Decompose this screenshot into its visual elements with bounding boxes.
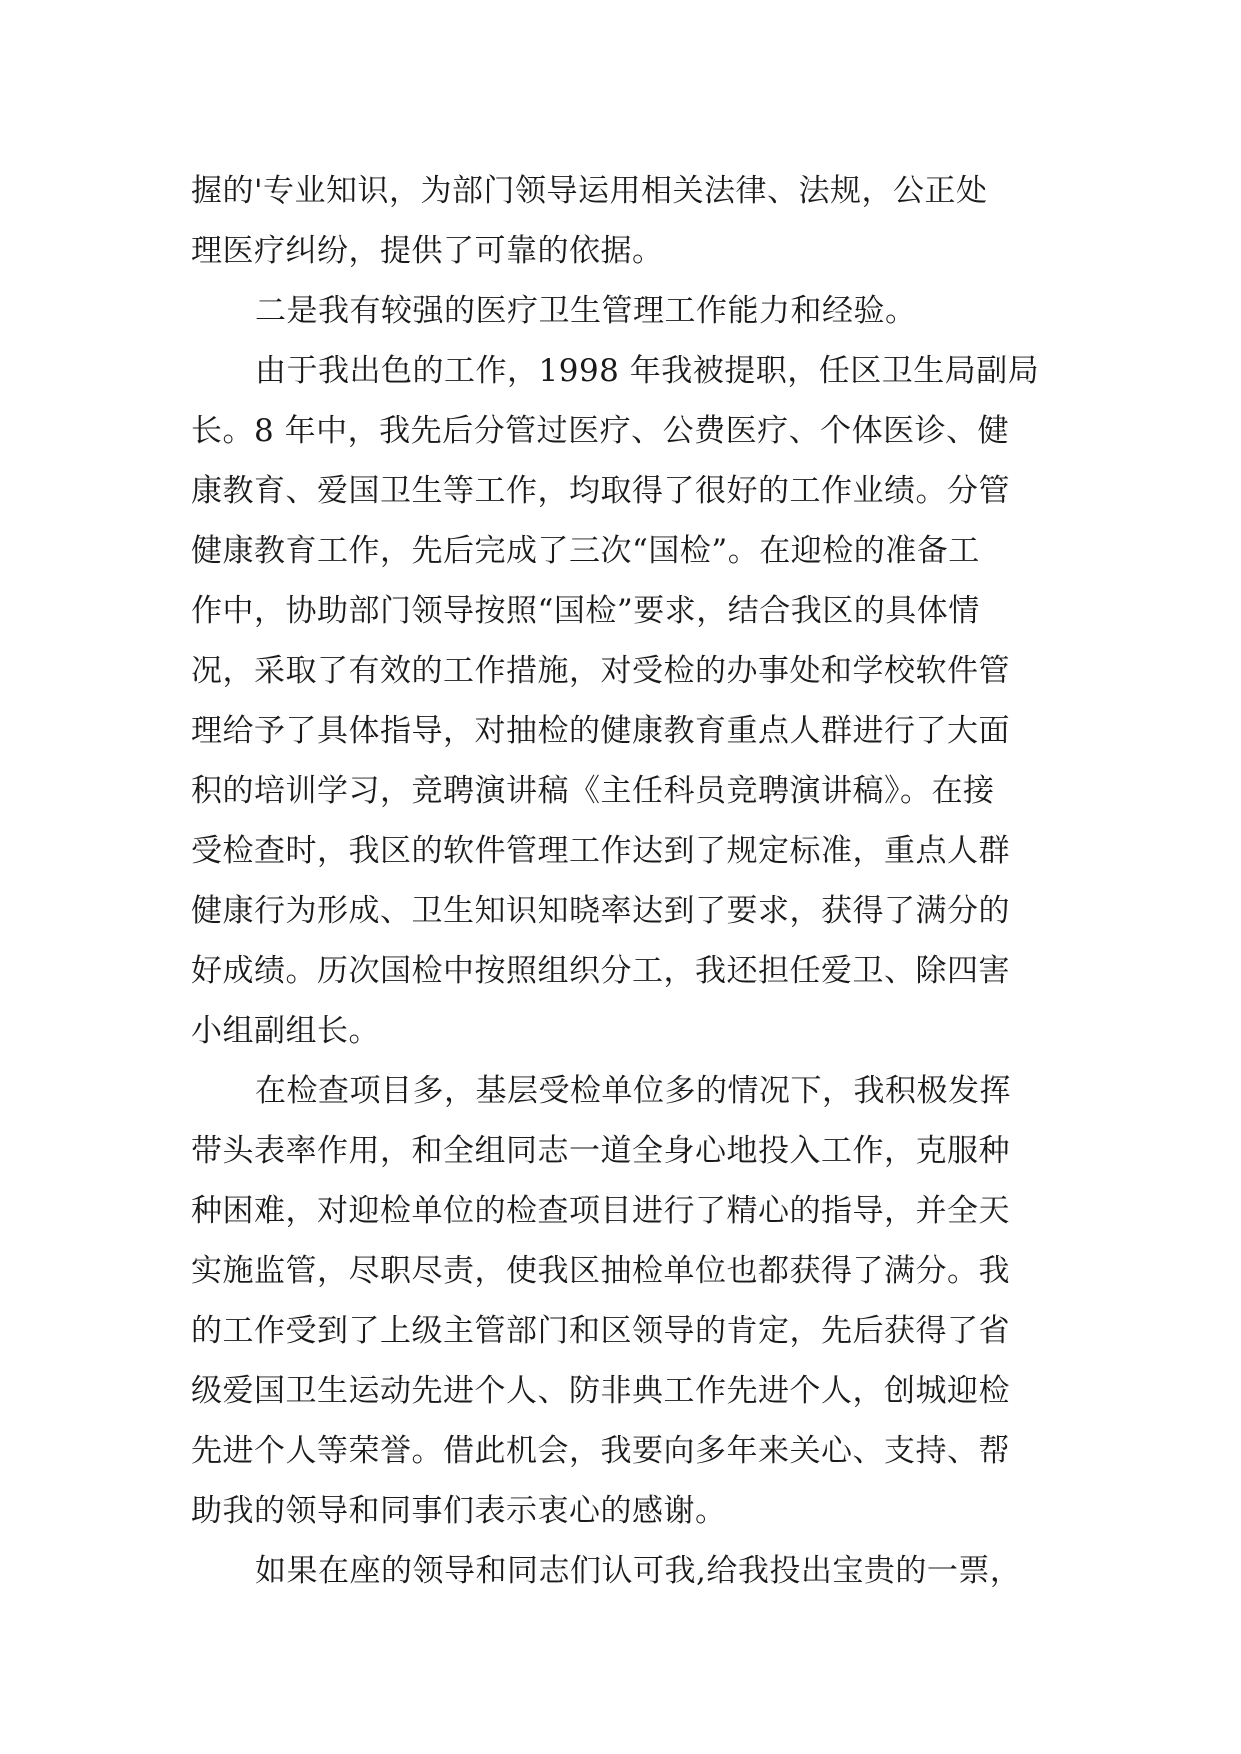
text-line: 助我的领导和同事们表示衷心的感谢。 bbox=[191, 1493, 727, 1529]
text-line: 握的'专业知识，为部门领导运用相关法律、法规，公正处 bbox=[191, 173, 988, 209]
text-line: 受检查时，我区的软件管理工作达到了规定标准，重点人群 bbox=[191, 833, 1010, 869]
text-line: 况，采取了有效的工作措施，对受检的办事处和学校软件管 bbox=[191, 653, 1010, 689]
text-line: 健康教育工作，先后完成了三次“国检”。在迎检的准备工 bbox=[191, 533, 980, 569]
text-line: 的工作受到了上级主管部门和区领导的肯定，先后获得了省 bbox=[191, 1313, 1010, 1349]
text-line: 实施监管，尽职尽责，使我区抽检单位也都获得了满分。我 bbox=[191, 1253, 1010, 1289]
text-line: 康教育、爱国卫生等工作，均取得了很好的工作业绩。分管 bbox=[191, 473, 1010, 509]
text-line: 级爱国卫生运动先进个人、防非典工作先进个人，创城迎检 bbox=[191, 1373, 1010, 1409]
text-line: 好成绩。历次国检中按照组织分工，我还担任爱卫、除四害 bbox=[191, 953, 1010, 989]
document-body bbox=[191, 161, 1051, 1601]
text-line: 种困难，对迎检单位的检查项目进行了精心的指导，并全天 bbox=[191, 1193, 1010, 1229]
text-line: 作中，协助部门领导按照“国检”要求，结合我区的具体情 bbox=[191, 593, 980, 629]
paragraph-line: 由于我出色的工作，1998 年我被提职，任区卫生局副局 bbox=[255, 353, 1040, 389]
text-line: 小组副组长。 bbox=[191, 1013, 380, 1049]
text-line: 积的培训学习，竞聘演讲稿《主任科员竞聘演讲稿》。在接 bbox=[191, 773, 995, 809]
text-line: 带头表率作用，和全组同志一道全身心地投入工作，克服种 bbox=[191, 1133, 1010, 1169]
text-line: 理医疗纠纷，提供了可靠的依据。 bbox=[191, 233, 664, 269]
text-line: 健康行为形成、卫生知识知晓率达到了要求，获得了满分的 bbox=[191, 893, 1010, 929]
text-line: 长。8 年中，我先后分管过医疗、公费医疗、个体医诊、健 bbox=[191, 413, 1010, 449]
paragraph-line: 在检查项目多，基层受检单位多的情况下，我积极发挥 bbox=[255, 1073, 1011, 1109]
text-line: 先进个人等荣誉。借此机会，我要向多年来关心、支持、帮 bbox=[191, 1433, 1010, 1469]
text-line: 理给予了具体指导，对抽检的健康教育重点人群进行了大面 bbox=[191, 713, 1010, 749]
paragraph-line: 二是我有较强的医疗卫生管理工作能力和经验。 bbox=[255, 293, 917, 329]
paragraph-line: 如果在座的领导和同志们认可我,给我投出宝贵的一票， bbox=[255, 1553, 1022, 1589]
